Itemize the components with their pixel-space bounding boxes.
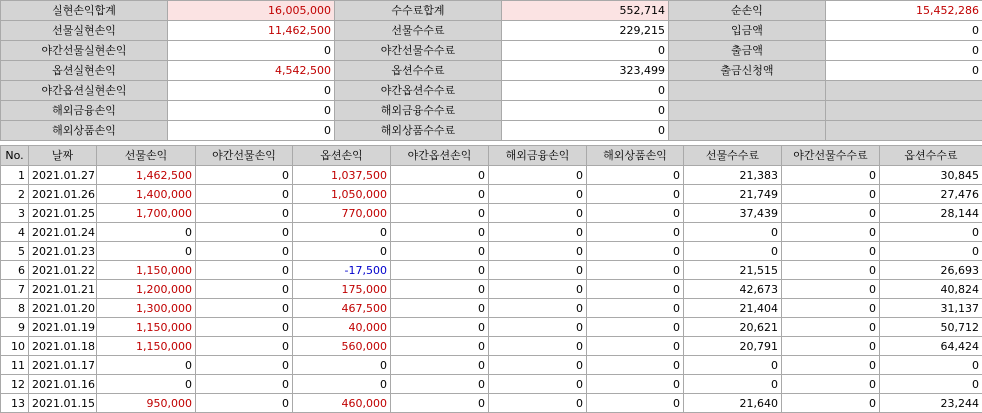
- summary-empty-cell: [669, 81, 826, 101]
- table-cell: 0: [684, 356, 782, 375]
- summary-value: 4,542,500: [168, 61, 335, 81]
- summary-label: 해외금융수수료: [335, 101, 502, 121]
- column-header[interactable]: 옵션수수료: [880, 146, 982, 166]
- table-cell: 0: [97, 375, 196, 394]
- table-row[interactable]: [1, 204, 982, 223]
- table-cell: 0: [587, 394, 684, 413]
- table-cell: 0: [782, 356, 880, 375]
- table-cell: 20,621: [684, 318, 782, 337]
- table-cell: 2021.01.18: [29, 337, 97, 356]
- table-cell: 0: [196, 242, 293, 261]
- column-header[interactable]: No.: [1, 146, 29, 166]
- table-cell: 1,150,000: [97, 318, 196, 337]
- table-cell: 2021.01.20: [29, 299, 97, 318]
- summary-value: 323,499: [502, 61, 669, 81]
- table-cell: 560,000: [293, 337, 391, 356]
- table-cell: 0: [391, 375, 489, 394]
- table-cell: 42,673: [684, 280, 782, 299]
- table-cell: 40,824: [880, 280, 982, 299]
- summary-label: 야간옵션수수료: [335, 81, 502, 101]
- table-cell: 0: [587, 318, 684, 337]
- table-cell: 1,200,000: [97, 280, 196, 299]
- table-cell: 0: [587, 356, 684, 375]
- table-cell: 0: [196, 280, 293, 299]
- summary-empty-cell: [826, 121, 982, 141]
- table-cell: 0: [489, 337, 587, 356]
- table-cell: 0: [782, 223, 880, 242]
- table-cell: 21,383: [684, 166, 782, 185]
- table-cell: 0: [97, 356, 196, 375]
- table-cell: 50,712: [880, 318, 982, 337]
- table-cell: 0: [391, 318, 489, 337]
- table-cell: 0: [489, 280, 587, 299]
- summary-label: 수수료합계: [335, 1, 502, 21]
- table-cell: 2021.01.21: [29, 280, 97, 299]
- table-cell: 0: [587, 280, 684, 299]
- daily-pnl-table: [0, 145, 982, 413]
- table-cell: 5: [1, 242, 29, 261]
- table-cell: 0: [391, 261, 489, 280]
- summary-row: [1, 41, 982, 61]
- table-cell: 2: [1, 185, 29, 204]
- table-cell: 28,144: [880, 204, 982, 223]
- table-cell: 6: [1, 261, 29, 280]
- table-cell: 0: [489, 318, 587, 337]
- table-cell: 1: [1, 166, 29, 185]
- table-cell: 2021.01.16: [29, 375, 97, 394]
- table-cell: 0: [782, 242, 880, 261]
- table-cell: 21,749: [684, 185, 782, 204]
- summary-label: 실현손익합계: [1, 1, 168, 21]
- summary-empty-cell: [669, 121, 826, 141]
- table-cell: 31,137: [880, 299, 982, 318]
- table-cell: 0: [391, 280, 489, 299]
- summary-value: 0: [168, 41, 335, 61]
- summary-value: 0: [826, 61, 982, 81]
- table-row[interactable]: [1, 318, 982, 337]
- table-cell: 467,500: [293, 299, 391, 318]
- table-row[interactable]: [1, 166, 982, 185]
- table-cell: 11: [1, 356, 29, 375]
- column-header[interactable]: 해외상품손익: [587, 146, 684, 166]
- summary-value: 0: [826, 41, 982, 61]
- table-cell: 0: [587, 185, 684, 204]
- column-header[interactable]: 선물손익: [97, 146, 196, 166]
- table-cell: 0: [489, 185, 587, 204]
- table-row[interactable]: [1, 299, 982, 318]
- table-cell: 0: [684, 223, 782, 242]
- table-cell: 64,424: [880, 337, 982, 356]
- table-cell: 1,150,000: [97, 337, 196, 356]
- table-cell: 0: [489, 375, 587, 394]
- table-cell: 0: [196, 204, 293, 223]
- table-cell: 1,050,000: [293, 185, 391, 204]
- table-cell: 2021.01.25: [29, 204, 97, 223]
- table-cell: 20,791: [684, 337, 782, 356]
- summary-label: 입금액: [669, 21, 826, 41]
- summary-empty-cell: [826, 101, 982, 121]
- summary-label: 옵션수수료: [335, 61, 502, 81]
- table-row[interactable]: [1, 185, 982, 204]
- table-cell: 0: [489, 242, 587, 261]
- table-cell: 0: [880, 356, 982, 375]
- summary-value: 15,452,286: [826, 1, 982, 21]
- table-cell: 12: [1, 375, 29, 394]
- table-header-row: [1, 146, 982, 166]
- table-cell: 2021.01.22: [29, 261, 97, 280]
- table-cell: 9: [1, 318, 29, 337]
- table-row[interactable]: [1, 394, 982, 413]
- table-cell: 0: [782, 375, 880, 394]
- table-row[interactable]: [1, 375, 982, 394]
- table-cell: 0: [880, 223, 982, 242]
- table-cell: 23,244: [880, 394, 982, 413]
- table-cell: 0: [196, 261, 293, 280]
- table-row[interactable]: [1, 261, 982, 280]
- table-cell: 0: [880, 242, 982, 261]
- table-cell: 40,000: [293, 318, 391, 337]
- summary-empty-cell: [669, 101, 826, 121]
- table-cell: 1,400,000: [97, 185, 196, 204]
- summary-value: 0: [502, 121, 669, 141]
- summary-row: [1, 1, 982, 21]
- summary-row: [1, 21, 982, 41]
- table-cell: 0: [587, 242, 684, 261]
- table-cell: 175,000: [293, 280, 391, 299]
- table-cell: 0: [97, 242, 196, 261]
- table-cell: 21,404: [684, 299, 782, 318]
- table-cell: 0: [782, 318, 880, 337]
- table-cell: 0: [293, 223, 391, 242]
- table-cell: 0: [196, 185, 293, 204]
- table-cell: 7: [1, 280, 29, 299]
- summary-label: 해외상품수수료: [335, 121, 502, 141]
- table-cell: 0: [391, 223, 489, 242]
- table-cell: 950,000: [97, 394, 196, 413]
- table-cell: 0: [587, 166, 684, 185]
- summary-row: [1, 81, 982, 101]
- table-cell: 0: [391, 394, 489, 413]
- summary-value: 229,215: [502, 21, 669, 41]
- table-cell: 0: [391, 299, 489, 318]
- table-cell: 21,640: [684, 394, 782, 413]
- table-cell: 0: [489, 223, 587, 242]
- summary-label: 출금신청액: [669, 61, 826, 81]
- column-header[interactable]: 야간옵션손익: [391, 146, 489, 166]
- column-header[interactable]: 날짜: [29, 146, 97, 166]
- table-cell: 0: [489, 394, 587, 413]
- table-cell: 0: [196, 356, 293, 375]
- summary-value: 0: [826, 21, 982, 41]
- table-cell: 0: [782, 280, 880, 299]
- table-cell: 2021.01.24: [29, 223, 97, 242]
- table-cell: 1,150,000: [97, 261, 196, 280]
- table-cell: 0: [782, 204, 880, 223]
- table-row[interactable]: [1, 356, 982, 375]
- table-cell: 10: [1, 337, 29, 356]
- table-cell: 8: [1, 299, 29, 318]
- table-cell: 0: [587, 261, 684, 280]
- summary-value: 16,005,000: [168, 1, 335, 21]
- column-header[interactable]: 야간선물수수료: [782, 146, 880, 166]
- table-cell: 0: [782, 261, 880, 280]
- table-cell: 0: [391, 337, 489, 356]
- summary-row: [1, 61, 982, 81]
- table-cell: 0: [391, 185, 489, 204]
- summary-label: 야간옵션실현손익: [1, 81, 168, 101]
- column-header[interactable]: 옵션손익: [293, 146, 391, 166]
- summary-row: [1, 101, 982, 121]
- summary-label: 해외상품손익: [1, 121, 168, 141]
- summary-label: 순손익: [669, 1, 826, 21]
- table-cell: 0: [489, 204, 587, 223]
- column-header[interactable]: 선물수수료: [684, 146, 782, 166]
- table-cell: 0: [97, 223, 196, 242]
- table-cell: 0: [489, 299, 587, 318]
- table-cell: 0: [196, 166, 293, 185]
- table-cell: 0: [587, 204, 684, 223]
- summary-value: 552,714: [502, 1, 669, 21]
- summary-row: [1, 121, 982, 141]
- table-cell: 0: [782, 337, 880, 356]
- table-cell: 0: [684, 242, 782, 261]
- summary-label: 출금액: [669, 41, 826, 61]
- table-cell: 0: [196, 337, 293, 356]
- summary-value: 0: [502, 41, 669, 61]
- table-cell: 0: [293, 356, 391, 375]
- table-cell: 2021.01.17: [29, 356, 97, 375]
- summary-value: 0: [168, 81, 335, 101]
- table-cell: 2021.01.27: [29, 166, 97, 185]
- table-cell: 0: [391, 204, 489, 223]
- table-cell: 0: [196, 394, 293, 413]
- table-cell: 0: [293, 375, 391, 394]
- table-cell: 0: [782, 394, 880, 413]
- table-cell: 1,462,500: [97, 166, 196, 185]
- table-cell: 13: [1, 394, 29, 413]
- table-cell: 0: [293, 242, 391, 261]
- table-cell: 1,700,000: [97, 204, 196, 223]
- summary-label: 해외금융손익: [1, 101, 168, 121]
- table-cell: 30,845: [880, 166, 982, 185]
- table-cell: 0: [391, 242, 489, 261]
- summary-panel: [0, 0, 982, 141]
- table-cell: 0: [196, 223, 293, 242]
- table-cell: 0: [196, 299, 293, 318]
- table-row[interactable]: [1, 242, 982, 261]
- table-cell: 37,439: [684, 204, 782, 223]
- table-cell: 2021.01.19: [29, 318, 97, 337]
- table-cell: 0: [587, 223, 684, 242]
- summary-value: 0: [502, 81, 669, 101]
- summary-empty-cell: [826, 81, 982, 101]
- table-cell: 0: [196, 375, 293, 394]
- summary-value: 11,462,500: [168, 21, 335, 41]
- summary-label: 야간선물실현손익: [1, 41, 168, 61]
- table-cell: 0: [880, 375, 982, 394]
- table-cell: 0: [782, 185, 880, 204]
- table-cell: 0: [391, 356, 489, 375]
- table-row[interactable]: [1, 337, 982, 356]
- column-header[interactable]: 야간선물손익: [196, 146, 293, 166]
- summary-value: 0: [168, 101, 335, 121]
- table-cell: 1,037,500: [293, 166, 391, 185]
- table-cell: 0: [587, 337, 684, 356]
- table-cell: 2021.01.23: [29, 242, 97, 261]
- table-cell: 0: [489, 261, 587, 280]
- column-header[interactable]: 해외금융손익: [489, 146, 587, 166]
- table-cell: 0: [489, 356, 587, 375]
- table-cell: 770,000: [293, 204, 391, 223]
- summary-label: 야간선물수수료: [335, 41, 502, 61]
- table-row[interactable]: [1, 223, 982, 242]
- table-cell: 0: [196, 318, 293, 337]
- table-row[interactable]: [1, 280, 982, 299]
- table-cell: 2021.01.15: [29, 394, 97, 413]
- table-cell: -17,500: [293, 261, 391, 280]
- table-cell: 21,515: [684, 261, 782, 280]
- table-cell: 0: [587, 299, 684, 318]
- table-cell: 460,000: [293, 394, 391, 413]
- summary-label: 옵션실현손익: [1, 61, 168, 81]
- table-cell: 0: [587, 375, 684, 394]
- table-cell: 0: [782, 166, 880, 185]
- table-cell: 3: [1, 204, 29, 223]
- summary-value: 0: [168, 121, 335, 141]
- table-cell: 0: [782, 299, 880, 318]
- table-cell: 1,300,000: [97, 299, 196, 318]
- table-cell: 26,693: [880, 261, 982, 280]
- table-cell: 0: [684, 375, 782, 394]
- table-cell: 27,476: [880, 185, 982, 204]
- table-cell: 0: [489, 166, 587, 185]
- summary-label: 선물실현손익: [1, 21, 168, 41]
- table-cell: 0: [391, 166, 489, 185]
- summary-label: 선물수수료: [335, 21, 502, 41]
- summary-value: 0: [502, 101, 669, 121]
- table-cell: 2021.01.26: [29, 185, 97, 204]
- table-cell: 4: [1, 223, 29, 242]
